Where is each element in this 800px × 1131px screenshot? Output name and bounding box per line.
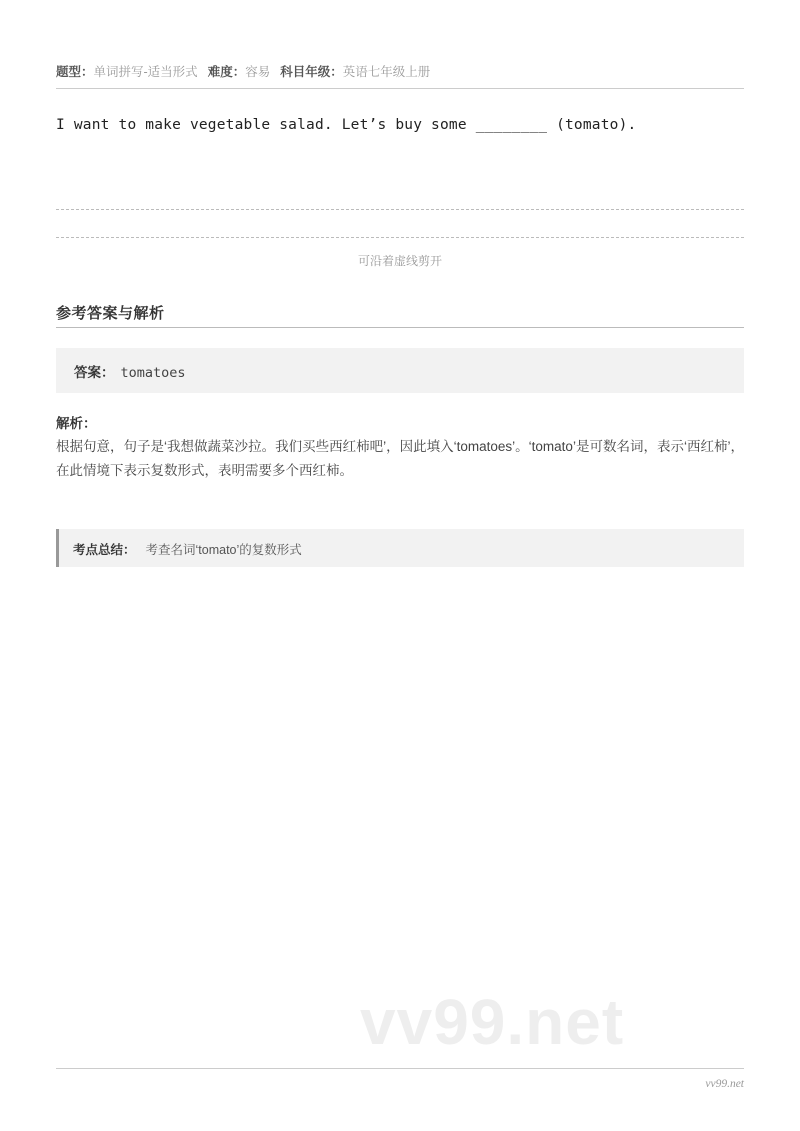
meta-difficulty-value: 容易 xyxy=(245,65,271,79)
question-text: I want to make vegetable salad. Let’s buy some ________ (tomato). xyxy=(56,117,637,133)
answer-box xyxy=(56,348,744,393)
answer-section-title: 参考答案与解析 xyxy=(56,305,165,322)
answer-inner xyxy=(74,361,186,381)
keypoint-inner xyxy=(73,540,302,558)
analysis-label: 解析： xyxy=(56,416,97,431)
meta-divider xyxy=(56,88,744,89)
meta-subject-label: 科目年级： xyxy=(280,65,343,79)
keypoint-box xyxy=(56,529,744,567)
cut-hint-text: 可沿着虚线剪开 xyxy=(357,254,442,268)
answer-section-divider xyxy=(56,327,744,328)
watermark: vv99.net xyxy=(360,986,625,1058)
meta-type-value: 单词拼写-适当形式 xyxy=(93,65,198,79)
analysis-text: 根据句意，句子是‘我想做蔬菜沙拉。我们买些西红柿吧’，因此填入‘tomatoes’。‘tomato’是可数名词，表示‘西红柿’，在此情境下表示复数形式，表明需要多个西红柿。 xyxy=(56,439,744,478)
cut-line-top xyxy=(56,209,744,210)
keypoint-label: 考点总结： xyxy=(73,543,136,557)
question-meta xyxy=(56,62,744,80)
cut-line-bottom xyxy=(56,237,744,238)
meta-type-label: 题型： xyxy=(56,65,94,79)
footer-divider xyxy=(56,1068,744,1069)
meta-difficulty-label: 难度： xyxy=(207,65,246,79)
answer-label: 答案： xyxy=(74,365,115,380)
footer-site-label: vv99.net xyxy=(705,1078,744,1090)
meta-subject-value: 英语七年级上册 xyxy=(342,65,431,79)
keypoint-text: 考查名词‘tomato’的复数形式 xyxy=(145,543,302,557)
answer-value: tomatoes xyxy=(120,365,186,381)
